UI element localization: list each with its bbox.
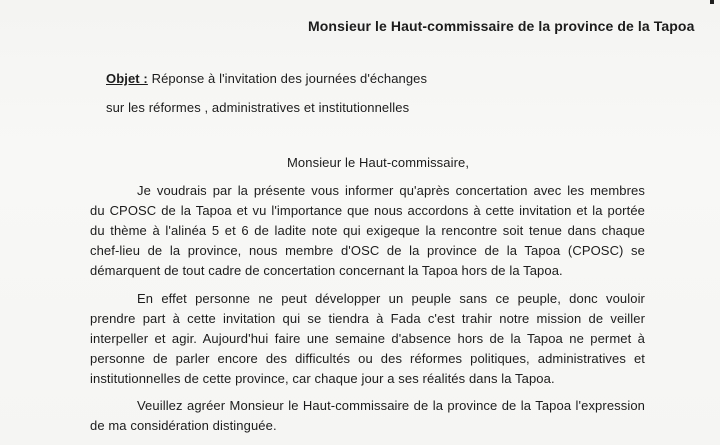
paragraph-1-line-4: chef-lieu de la province, nous membre d'OSC de la province de la Tapoa (CPOSC) se xyxy=(90,243,645,258)
paragraph-1-line-5: démarquent de tout cadre de concertation concernant la Tapoa hors de la Tapoa. xyxy=(90,263,563,278)
subject-line-2: sur les réformes , administratives et institutionnelles xyxy=(106,100,410,115)
paragraph-2-line-3: interpeller et agir. Aujourd'hui faire une semaine d'absence hors de la Tapoa ne permet à xyxy=(90,331,645,346)
subject-text-line-1: Réponse à l'invitation des journées d'échanges xyxy=(147,71,428,86)
scan-mark xyxy=(710,0,714,4)
recipient-line: Monsieur le Haut-commissaire de la province de la Tapoa xyxy=(308,18,695,34)
paragraph-2-line-1: En effet personne ne peut développer un peuple sans ce peuple, donc vouloir xyxy=(137,291,645,306)
salutation: Monsieur le Haut-commissaire, xyxy=(287,155,470,170)
paragraph-2-line-5: institutionnelles de cette province, car chaque jour a ses réalités dans la Tapoa. xyxy=(90,371,555,386)
paragraph-1-line-2: du CPOSC de la Tapoa et vu l'importance que nous accordons à cette invitation et la portée xyxy=(90,203,645,218)
paragraph-1-line-3: du thème à l'alinéa 5 et 6 de ladite note qui exigeque la rencontre soit tenue dans chaque xyxy=(90,223,645,238)
subject-line-1 xyxy=(106,69,427,88)
paragraph-2-line-2: prendre part à cette invitation qui se tiendra à Fada c'est trahir notre mission de veiller xyxy=(90,311,645,326)
paragraph-1-line-1: Je voudrais par la présente vous informer qu'après concertation avec les membres xyxy=(137,183,645,198)
paragraph-3-line-2: de ma considération distinguée. xyxy=(90,418,277,433)
subject-label: Objet : xyxy=(106,71,148,86)
paragraph-2-line-4: personne de parler encore des difficultés ou des réformes politiques, administratives et xyxy=(90,351,645,366)
paragraph-3-line-1: Veuillez agréer Monsieur le Haut-commissaire de la province de la Tapoa l'expression xyxy=(137,398,645,413)
